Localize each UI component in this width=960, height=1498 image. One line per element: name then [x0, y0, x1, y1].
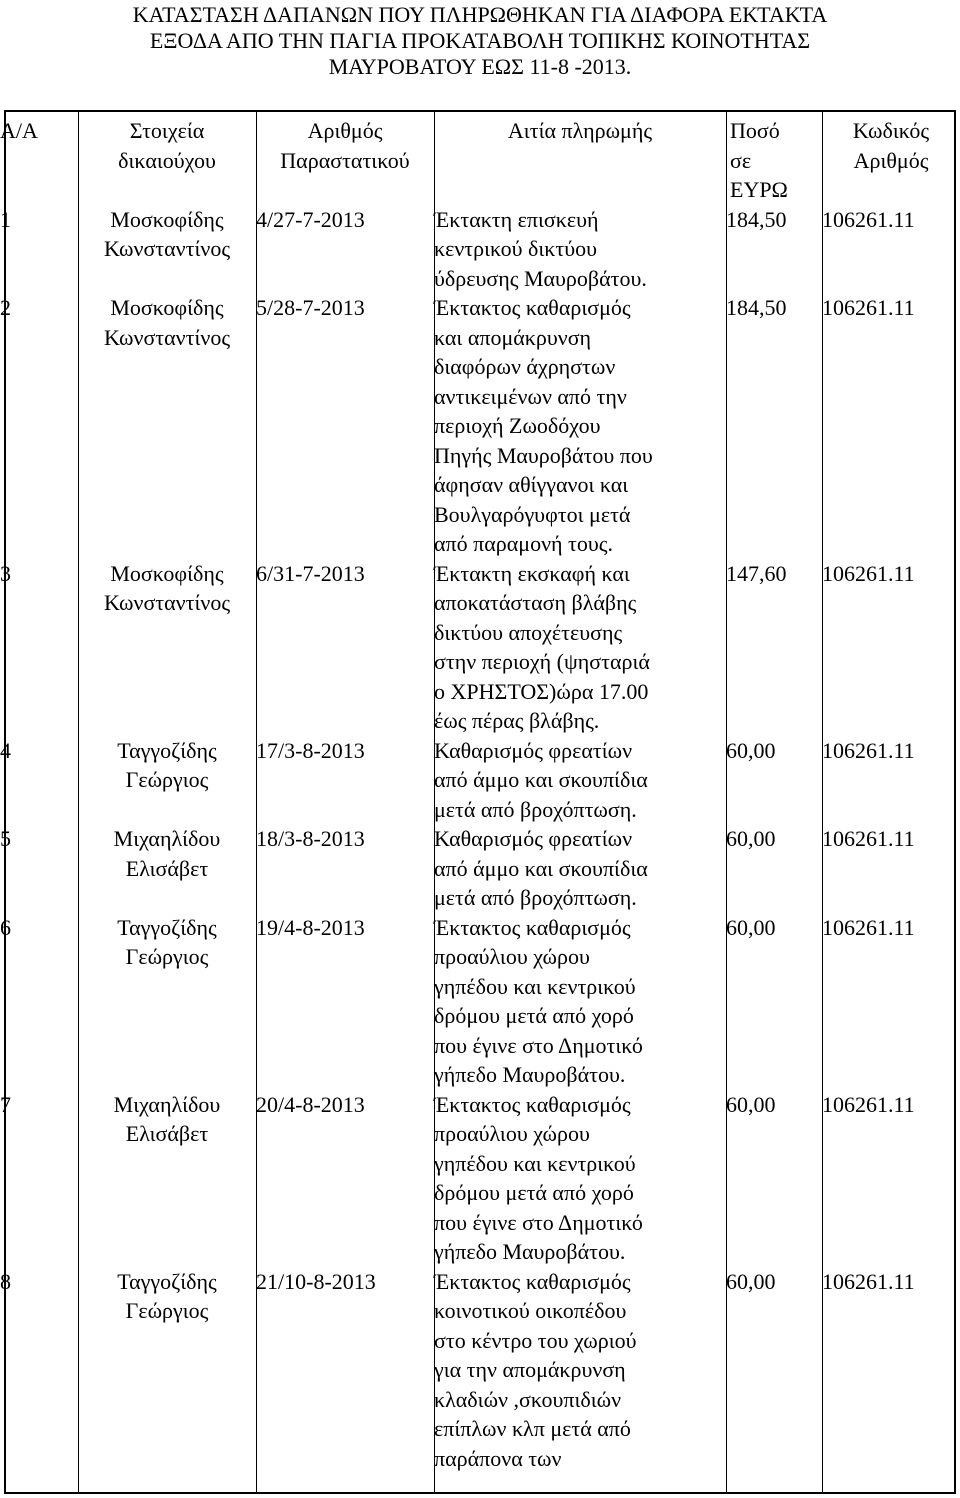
row-aa: 7: [0, 1091, 11, 1117]
row-document: 20/4-8-2013: [256, 1091, 365, 1117]
row-amount: 60,00: [726, 737, 776, 763]
header-beneficiary: Στοιχεία δικαιούχου: [118, 118, 216, 173]
row-reason: Έκτακτος καθαρισμός προαύλιου χώρου γηπέδου και κεντρικού δρόμου μετά από χορό που έγινε στο Δημοτικό γήπεδο Μαυροβάτου.: [434, 914, 643, 1087]
row-beneficiary: Μιχαηλίδου Ελισάβετ: [113, 826, 221, 881]
row-aa: 5: [0, 826, 11, 851]
table-row: [0, 205, 960, 294]
row-document: 21/10-8-2013: [256, 1268, 376, 1294]
row-amount: 184,50: [726, 206, 787, 232]
row-beneficiary: Ταγγοζίδης Γεώργιος: [117, 737, 217, 792]
row-reason: Έκτακτη επισκευή κεντρικού δικτύου ύδρευσης Μαυροβάτου.: [434, 206, 647, 291]
row-document: 19/4-8-2013: [256, 914, 365, 940]
row-code: 106261.11: [822, 206, 915, 232]
row-reason: Καθαρισμός φρεατίων από άμμο και σκουπίδια μετά από βροχόπτωση.: [434, 826, 648, 910]
table-row: [0, 1090, 960, 1267]
table-row: [0, 736, 960, 825]
title-line-2: ΕΞΟΔΑ ΑΠΟ ΤΗΝ ΠΑΓΙΑ ΠΡΟΚΑΤΑΒΟΛΗ ΤΟΠΙΚΗΣ ΚΟΙΝΟΤΗΤΑΣ: [149, 28, 811, 53]
row-beneficiary: Μιχαηλίδου Ελισάβετ: [113, 1091, 221, 1146]
row-document: 6/31-7-2013: [256, 560, 365, 586]
row-document: 5/28-7-2013: [256, 295, 365, 320]
row-document: 18/3-8-2013: [256, 826, 365, 851]
row-amount: 60,00: [726, 1091, 776, 1117]
row-code: 106261.11: [822, 1091, 915, 1117]
header-amount: Ποσό σε ΕΥΡΩ: [730, 118, 788, 202]
row-beneficiary: Μοσκοφίδης Κωνσταντίνος: [103, 206, 231, 261]
row-aa: 8: [0, 1268, 11, 1294]
row-aa: 1: [0, 206, 11, 232]
table-row: [0, 293, 960, 559]
row-aa: 2: [0, 295, 11, 320]
title-line-3: ΜΑΥΡΟΒΑΤΟΥ ΕΩΣ 11-8 -2013.: [328, 54, 632, 79]
expenses-table: [0, 116, 960, 1473]
row-code: 106261.11: [822, 914, 915, 940]
row-reason: Έκτακτος καθαρισμός προαύλιου χώρου γηπέδου και κεντρικού δρόμου μετά από χορό που έγινε στο Δημοτικό γήπεδο Μαυροβάτου.: [434, 1091, 643, 1264]
header-reason: Αιτία πληρωμής: [507, 118, 653, 143]
table-row: [0, 559, 960, 736]
row-code: 106261.11: [822, 826, 915, 851]
row-amount: 60,00: [726, 826, 776, 851]
row-reason: Καθαρισμός φρεατίων από άμμο και σκουπίδια μετά από βροχόπτωση.: [434, 737, 648, 822]
row-beneficiary: Μοσκοφίδης Κωνσταντίνος: [103, 295, 231, 350]
row-amount: 60,00: [726, 914, 776, 940]
header-document: Αριθμός Παραστατικού: [280, 118, 410, 173]
document-title: [0, 0, 960, 80]
table-header-row: [0, 116, 960, 205]
title-line-1: ΚΑΤΑΣΤΑΣΗ ΔΑΠΑΝΩΝ ΠΟΥ ΠΛΗΡΩΘΗΚΑΝ ΓΙΑ ΔΙΑΦΟΡΑ ΕΚΤΑΚΤΑ: [132, 2, 828, 27]
row-amount: 147,60: [726, 560, 787, 586]
row-code: 106261.11: [822, 1268, 915, 1294]
row-reason: Έκτακτη εκσκαφή και αποκατάσταση βλάβης δικτύου αποχέτευσης στην περιοχή (ψησταριά ο ΧΡΗΣΤΟΣ)ώρα 17.00 έως πέρας βλάβης.: [434, 560, 650, 733]
row-amount: 60,00: [726, 1268, 776, 1294]
row-code: 106261.11: [822, 295, 915, 320]
table-row: [0, 1267, 960, 1474]
row-document: 17/3-8-2013: [256, 737, 365, 763]
header-code: Κωδικός Αριθμός: [852, 118, 930, 173]
row-reason: Έκτακτος καθαρισμός κοινοτικού οικοπέδου στο κέντρο του χωριού για την απομάκρυνση κλαδιών ,σκουπιδιών επίπλων κλπ μετά από παράπονα των: [434, 1268, 637, 1471]
row-aa: 4: [0, 737, 11, 763]
row-code: 106261.11: [822, 560, 915, 586]
table-row: [0, 913, 960, 1090]
row-beneficiary: Ταγγοζίδης Γεώργιος: [117, 914, 217, 969]
row-aa: 6: [0, 914, 11, 940]
header-aa: Α/Α: [0, 118, 38, 143]
row-amount: 184,50: [726, 295, 787, 320]
row-beneficiary: Μοσκοφίδης Κωνσταντίνος: [103, 560, 231, 615]
row-beneficiary: Ταγγοζίδης Γεώργιος: [117, 1268, 217, 1323]
row-aa: 3: [0, 560, 11, 586]
row-code: 106261.11: [822, 737, 915, 763]
row-document: 4/27-7-2013: [256, 206, 365, 232]
row-reason: Έκτακτος καθαρισμός και απομάκρυνση διαφόρων άχρηστων αντικειμένων από την περιοχή Ζωοδόχου Πηγής Μαυροβάτου που άφησαν αθίγγανοι και Βουλγαρόγυφτοι μετά από παραμονή τους.: [434, 295, 653, 556]
table-row: [0, 824, 960, 913]
